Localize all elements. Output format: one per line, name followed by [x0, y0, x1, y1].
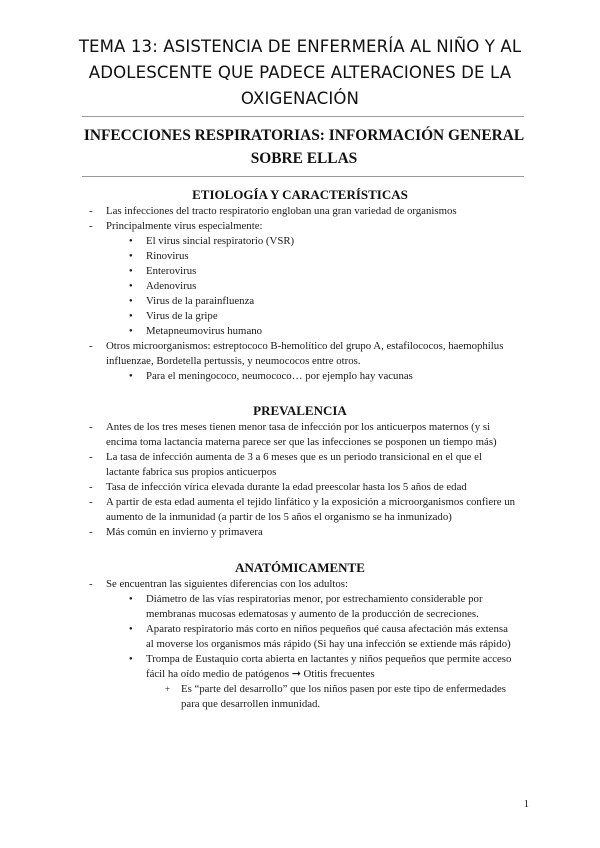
vaccine-note: ● Para el meningococo, neumococo… por ejemplo hay vacunas	[146, 369, 516, 384]
virus-item: ● Rinovirus	[146, 249, 516, 264]
heading-prevalencia: PREVALENCIA	[253, 403, 347, 418]
list-item: - La tasa de infección aumenta de 3 a 6 meses que es un periodo transicional en el que el lactante fabrica sus propios anticuerpos	[106, 450, 516, 480]
list-item: - Antes de los tres meses tienen menor tasa de infección por los anticuerpos maternos (y si encima toma lactancia materna parece ser que las infecciones se posponen un tiempo más)	[106, 420, 516, 450]
heading-anatomicamente: ANATÓMICAMENTE	[235, 560, 365, 575]
list-item: - A partir de esta edad aumenta el tejido linfático y la exposición a microorganismos confiere un aumento de la inmunidad (a partir de los 5 años el organismo se ha inmunizado)	[106, 495, 516, 525]
difference-item: ● Trompa de Eustaquio corta abierta en lactantes y niños pequeños que permite acceso fácil ha oído medio de patógenos ➞ Otitis frecuentes	[146, 652, 516, 682]
subtitle-divider	[82, 176, 524, 177]
title-divider	[82, 116, 524, 117]
page-number: 1	[523, 798, 529, 810]
list-item: - Se encuentran las siguientes diferencias con los adultos:	[106, 577, 516, 592]
virus-item: ● El virus sincial respiratorio (VSR)	[146, 234, 516, 249]
list-item: - Más común en invierno y primavera	[106, 525, 516, 540]
list-item: - Las infecciones del tracto respiratorio engloban una gran variedad de organismos	[106, 204, 516, 219]
sub-note: + Es “parte del desarrollo” que los niños pasen por este tipo de enfermedades para que desarrollen inmunidad.	[181, 682, 516, 712]
section-title: INFECCIONES RESPIRATORIAS: INFORMACIÓN GENERAL SOBRE ELLAS	[83, 127, 525, 167]
virus-item: ● Virus de la parainfluenza	[146, 294, 516, 309]
difference-item: ● Aparato respiratorio más corto en niños pequeños qué causa afectación más extensa al moverse los organismos más rápido (Si hay una infección se extiende más rápido)	[146, 622, 516, 652]
difference-item: ● Diámetro de las vías respiratorias menor, por estrechamiento considerable por membranas mucosas edematosas y aumento de la producción de secreciones.	[146, 592, 516, 622]
document-body	[0, 182, 600, 712]
virus-item: ● Metapneumovirus humano	[146, 324, 516, 339]
virus-item: ● Enterovirus	[146, 264, 516, 279]
list-item: - Otros microorganismos: estreptococo B-hemolítico del grupo A, estafilococos, haemophilus influenzae, Bordetella pertussis, y neumococos entre otros.	[106, 339, 516, 369]
document-title: TEMA 13: ASISTENCIA DE ENFERMERÍA AL NIÑO Y AL ADOLESCENTE QUE PADECE ALTERACIONES DE LA OXIGENACIÓN	[78, 37, 522, 108]
list-item: - Tasa de infección vírica elevada durante la edad preescolar hasta los 5 años de edad	[106, 480, 516, 495]
heading-etiologia: ETIOLOGÍA Y CARACTERÍSTICAS	[192, 187, 408, 202]
list-item: - Principalmente virus especialmente:	[106, 219, 516, 234]
virus-item: ● Virus de la gripe	[146, 309, 516, 324]
virus-item: ● Adenovirus	[146, 279, 516, 294]
